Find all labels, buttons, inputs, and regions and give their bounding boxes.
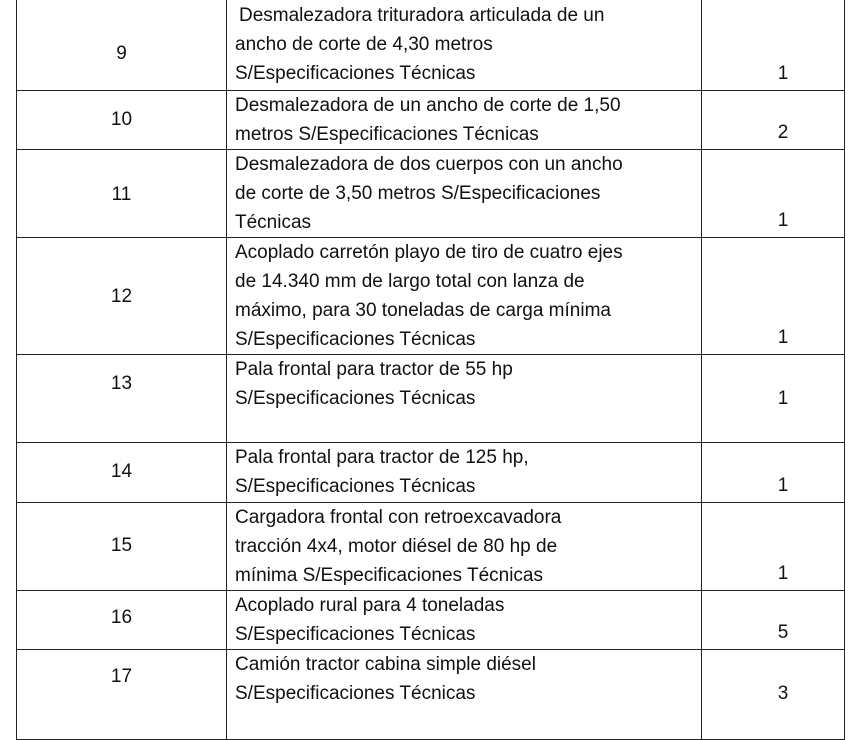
items-table <box>16 0 845 740</box>
description-line: Cargadora frontal con retroexcavadora <box>235 507 562 528</box>
item-quantity-cell <box>702 91 845 150</box>
item-quantity: 1 <box>777 563 789 584</box>
item-quantity: 1 <box>777 388 789 409</box>
description-line: S/Especificaciones Técnicas <box>235 329 476 350</box>
table-row <box>17 0 845 91</box>
item-description-cell <box>227 591 702 650</box>
table-row <box>17 355 845 443</box>
item-description-cell <box>227 238 702 355</box>
description-line: Técnicas <box>235 212 312 233</box>
description-line: Pala frontal para tractor de 125 hp, <box>235 447 529 468</box>
description-line: Acoplado rural para 4 toneladas <box>235 595 505 616</box>
items-table-wrapper <box>16 0 844 740</box>
item-number-cell <box>17 91 227 150</box>
item-number-cell <box>17 150 227 238</box>
item-number-cell <box>17 591 227 650</box>
description-line: Camión tractor cabina simple diésel <box>235 654 536 675</box>
item-quantity-cell <box>702 650 845 740</box>
item-quantity: 3 <box>777 683 789 704</box>
table-row <box>17 650 845 740</box>
table-row <box>17 238 845 355</box>
description-line: Acoplado carretón playo de tiro de cuatro ejes <box>235 242 623 263</box>
table-row <box>17 591 845 650</box>
item-number: 15 <box>110 535 133 556</box>
table-row <box>17 150 845 238</box>
description-line: S/Especificaciones Técnicas <box>235 388 476 409</box>
item-number-cell <box>17 238 227 355</box>
item-description-cell <box>227 150 702 238</box>
item-quantity-cell <box>702 355 845 443</box>
table-row <box>17 443 845 503</box>
item-quantity: 1 <box>777 63 789 84</box>
item-quantity: 5 <box>777 622 789 643</box>
item-number-cell <box>17 0 227 91</box>
item-number: 17 <box>110 666 133 687</box>
item-number-cell <box>17 650 227 740</box>
item-quantity-cell <box>702 443 845 503</box>
item-description-cell <box>227 443 702 503</box>
item-description-cell <box>227 0 702 91</box>
description-line: mínima S/Especificaciones Técnicas <box>235 565 543 586</box>
item-quantity: 1 <box>777 475 789 496</box>
description-line: Desmalezadora trituradora articulada de un <box>239 5 605 26</box>
description-line: metros S/Especificaciones Técnicas <box>235 124 539 145</box>
description-line: S/Especificaciones Técnicas <box>235 683 476 704</box>
item-number: 10 <box>110 109 133 130</box>
description-line: S/Especificaciones Técnicas <box>235 624 476 645</box>
description-line: ancho de corte de 4,30 metros <box>235 34 493 55</box>
item-number: 9 <box>116 43 127 64</box>
item-quantity: 1 <box>777 210 789 231</box>
item-number: 11 <box>111 184 132 205</box>
item-number: 16 <box>110 607 133 628</box>
item-quantity-cell <box>702 150 845 238</box>
description-line: Desmalezadora de un ancho de corte de 1,50 <box>235 95 621 116</box>
item-quantity-cell <box>702 238 845 355</box>
item-number: 12 <box>110 286 133 307</box>
item-quantity-cell <box>702 0 845 91</box>
table-row <box>17 91 845 150</box>
description-line: máximo, para 30 toneladas de carga mínima <box>235 300 611 321</box>
item-number-cell <box>17 503 227 591</box>
description-line: S/Especificaciones Técnicas <box>235 476 476 497</box>
item-number-cell <box>17 355 227 443</box>
item-description-cell <box>227 650 702 740</box>
item-quantity-cell <box>702 503 845 591</box>
item-number-cell <box>17 443 227 503</box>
item-number: 14 <box>110 461 133 482</box>
item-description-cell <box>227 355 702 443</box>
table-row <box>17 503 845 591</box>
description-line: de corte de 3,50 metros S/Especificaciones <box>235 183 601 204</box>
description-line: Desmalezadora de dos cuerpos con un ancho <box>235 154 623 175</box>
description-line: Pala frontal para tractor de 55 hp <box>235 359 513 380</box>
item-number: 13 <box>110 373 133 394</box>
description-line: de 14.340 mm de largo total con lanza de <box>235 271 585 292</box>
item-quantity: 2 <box>777 122 789 143</box>
description-line: S/Especificaciones Técnicas <box>235 63 476 84</box>
item-description-cell <box>227 503 702 591</box>
item-quantity-cell <box>702 591 845 650</box>
description-line: tracción 4x4, motor diésel de 80 hp de <box>235 536 558 557</box>
item-quantity: 1 <box>777 327 789 348</box>
item-description-cell <box>227 91 702 150</box>
